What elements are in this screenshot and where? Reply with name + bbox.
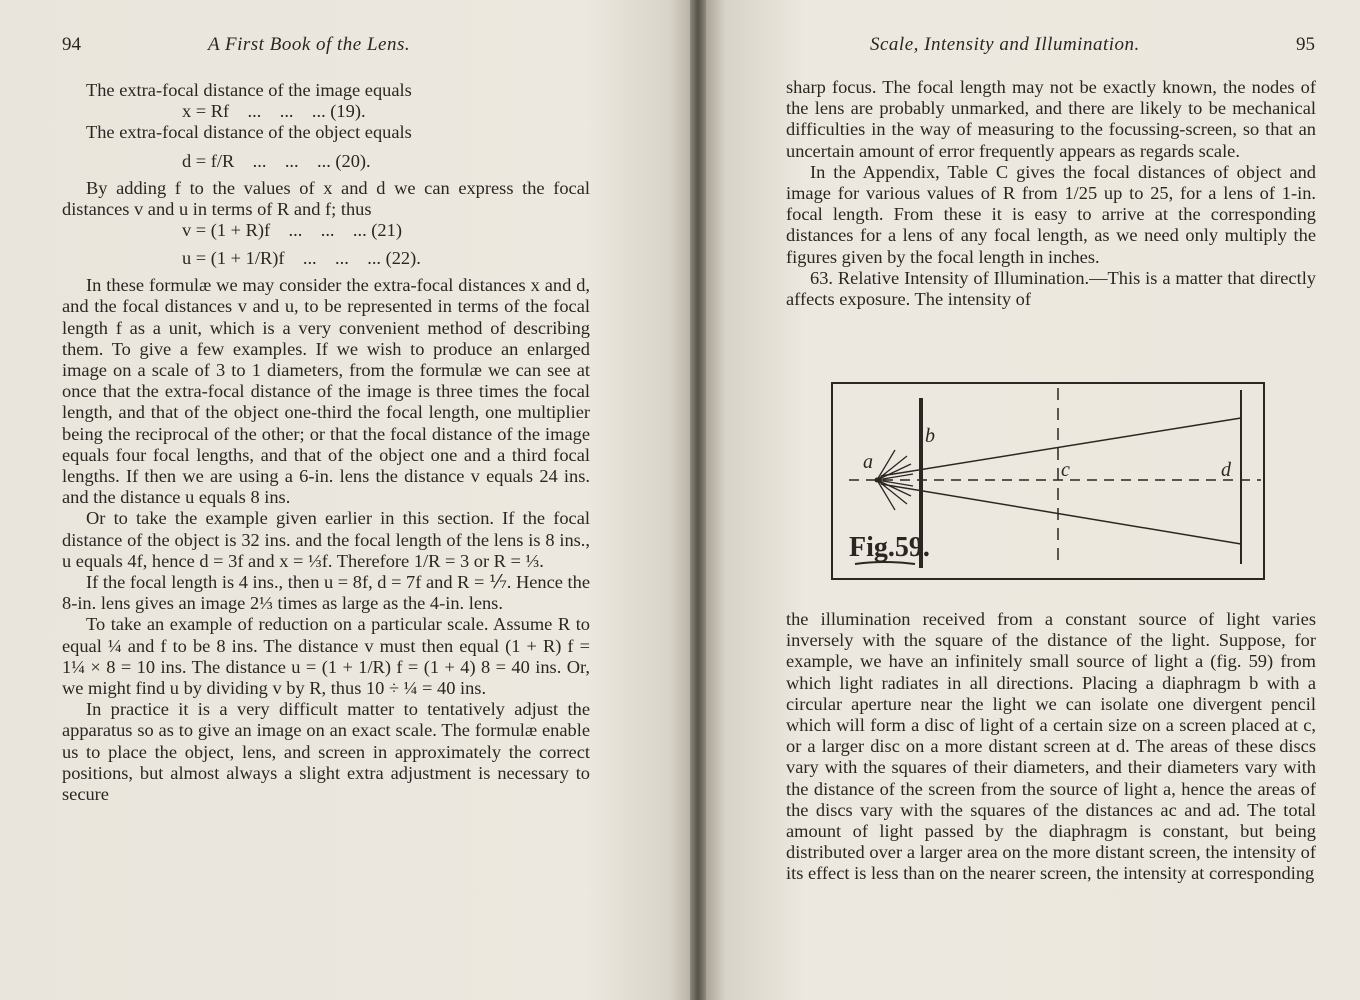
- paragraph: In these formulæ we may consider the extra-focal distances x and d, and the focal distances v and u, to be represented in terms of the focal length f as a unit, which is a very convenient method of describing them. To give a few examples. If we wish to produce an enlarged image on a scale of 3 to 1 diameters, from the formulæ we can see at once that the extra-focal distance of the image is three times the focal length, and that of the object one-third the focal length, one multiplier being the reciprocal of the other; or that the focal distance of the image equals four focal lengths, and that of the object one and a third focal lengths. If then we are using a 6-in. lens the distance v equals 24 ins. and the distance u equals 8 ins.: [62, 275, 590, 508]
- paragraph: the illumination received from a constant source of light varies inversely with the square of the distance of the light. Suppose, for example, we have an infinitely small source of light a (fig. 59) from which light radiates in all directions. Placing a diaphragm b with a circular aperture near the light we can isolate one divergent pencil which will form a disc of light of a certain size on a screen placed at c, or a larger disc on a more distant screen at d. The areas of these discs vary with the squares of their diameters, and their diameters vary with the distance of the screen from the source of light a, hence the areas of the discs vary with the squares of the distances ac and ad. The total amount of light passed by the diaphragm is constant, but being distributed over a larger area on the more distant screen, the intensity of its effect is less than on the nearer screen, the intensity at corresponding: [786, 609, 1316, 884]
- equation-22: u = (1 + 1/R)f ... ... ... (22).: [182, 248, 421, 269]
- label-c: c: [1061, 459, 1070, 481]
- paragraph: sharp focus. The focal length may not be exactly known, the nodes of the lens are probably unmarked, and there are likely to be mechanical difficulties in the way of measuring to the focussing-screen, so that an uncertain amount of error frequently appears as regards scale.: [786, 77, 1316, 161]
- paragraph: In the Appendix, Table C gives the focal distances of object and image for various values of R from 1/25 up to 25, for a lens of 1-in. focal length. From these it is easy to arrive at the corresponding distances for a lens of any focal length, as we need only multiply the figures given by the focal length in inches.: [786, 161, 1316, 267]
- figure-caption: Fig.59.: [849, 532, 930, 563]
- right-page-number: 95: [1296, 34, 1315, 55]
- caption-underline: [855, 562, 915, 564]
- label-a: a: [863, 451, 873, 473]
- left-page-number: 94: [62, 34, 81, 55]
- paragraph: The extra-focal distance of the object equals: [86, 122, 412, 143]
- paragraph: If the focal length is 4 ins., then u = 8f, d = 7f and R = ⅐. Hence the 8-in. lens gives an image 2⅓ times as large as the 4-in. lens.: [62, 572, 590, 614]
- figure-59: [831, 382, 1265, 580]
- right-body-text-bottom: [786, 609, 1316, 885]
- label-d: d: [1221, 459, 1231, 481]
- paragraph: The extra-focal distance of the image equals: [86, 80, 412, 100]
- section-paragraph: 63. Relative Intensity of Illumination.—This is a matter that directly affects exposure. The intensity of: [786, 267, 1316, 310]
- right-running-head: Scale, Intensity and Illumination.: [870, 34, 1140, 55]
- paragraph: To take an example of reduction on a particular scale. Assume R to equal ¼ and f to be 8 ins. The distance v must then equal (1 + R) f = 1¼ × 8 = 10 ins. The distance u = (1 + 1/R) f = (1 + 4) 8 = 40 ins. Or, we might find u by dividing v by R, thus 10 ÷ ¼ = 40 ins.: [62, 614, 590, 699]
- right-body-text-top: [786, 77, 1316, 310]
- paragraph: Or to take the example given earlier in this section. If the focal distance of the object is 32 ins. and the focal length of the lens is 8 ins., u equals 4f, hence d = 3f and x = ⅓f. Therefore 1/R = 3 or R = ⅓.: [62, 508, 590, 571]
- equation-20: d = f/R ... ... ... (20).: [182, 150, 371, 171]
- equation-21: v = (1 + R)f ... ... ... (21): [182, 220, 402, 241]
- label-b: b: [925, 425, 935, 447]
- equation-19: x = Rf ... ... ... (19).: [182, 101, 366, 122]
- left-running-head: A First Book of the Lens.: [208, 34, 411, 55]
- paragraph: In practice it is a very difficult matter to tentatively adjust the apparatus so as to give an image on an exact scale. The formulæ enable us to place the object, lens, and screen in approximately the correct positions, but almost always a slight extra adjustment is necessary to secure: [62, 699, 590, 805]
- book-gutter: [690, 0, 706, 1000]
- paragraph: By adding f to the values of x and d we can express the focal distances v and u in terms of R and f; thus: [62, 177, 590, 219]
- left-body-text: [62, 80, 590, 805]
- light-diagram: [833, 384, 1263, 578]
- source-point: [875, 478, 880, 483]
- cone-lower-edge: [881, 484, 1241, 544]
